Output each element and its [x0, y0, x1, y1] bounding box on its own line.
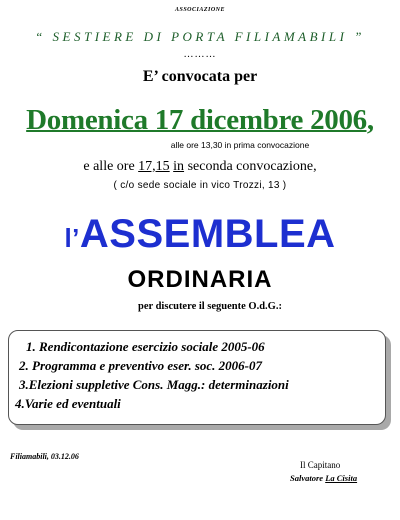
second-call-in: in — [173, 159, 185, 174]
convocation-heading: E’ convocata per — [142, 68, 258, 85]
signer-name — [290, 473, 357, 483]
assembly-title-prefix: l’ — [64, 223, 80, 253]
signer-last-name: La Cisita — [325, 473, 358, 483]
meeting-location: ( c/o sede sociale in vico Trozzi, 13 ) — [113, 180, 287, 191]
agenda-intro: per discutere il seguente O.d.G.: — [138, 301, 282, 312]
assembly-title-main: ASSEMBLEA — [79, 212, 336, 256]
second-call-prefix: e alle ore — [83, 159, 139, 174]
agenda-item: 4.Varie ed eventuali — [15, 396, 121, 411]
place-date: Filiamabili, 03.12.06 — [10, 452, 79, 461]
agenda-item: 1. Rendicontazione esercizio sociale 2005-06 — [26, 339, 265, 354]
second-call-time: 17,15 — [138, 159, 170, 174]
association-label: ASSOCIAZIONE — [174, 7, 225, 13]
assembly-title — [0, 212, 400, 257]
agenda-box — [8, 330, 386, 425]
second-call — [0, 159, 400, 175]
signer-first-name: Salvatore — [290, 473, 324, 483]
agenda-item: 2. Programma e preventivo eser. soc. 2006-07 — [19, 358, 262, 373]
agenda-item: 3.Elezioni suppletive Cons. Magg.: determinazioni — [19, 377, 289, 392]
association-name: “ SESTIERE DI PORTA FILIAMABILI ” — [35, 29, 365, 44]
second-call-suffix: seconda convocazione, — [184, 159, 317, 174]
signer-title: Il Capitano — [300, 460, 341, 470]
first-call: alle ore 13,30 in prima convocazione — [170, 140, 310, 150]
meeting-date: Domenica 17 dicembre 2006, — [26, 104, 374, 136]
assembly-type: ORDINARIA — [127, 266, 273, 293]
separator-dots: ……… — [183, 49, 217, 60]
